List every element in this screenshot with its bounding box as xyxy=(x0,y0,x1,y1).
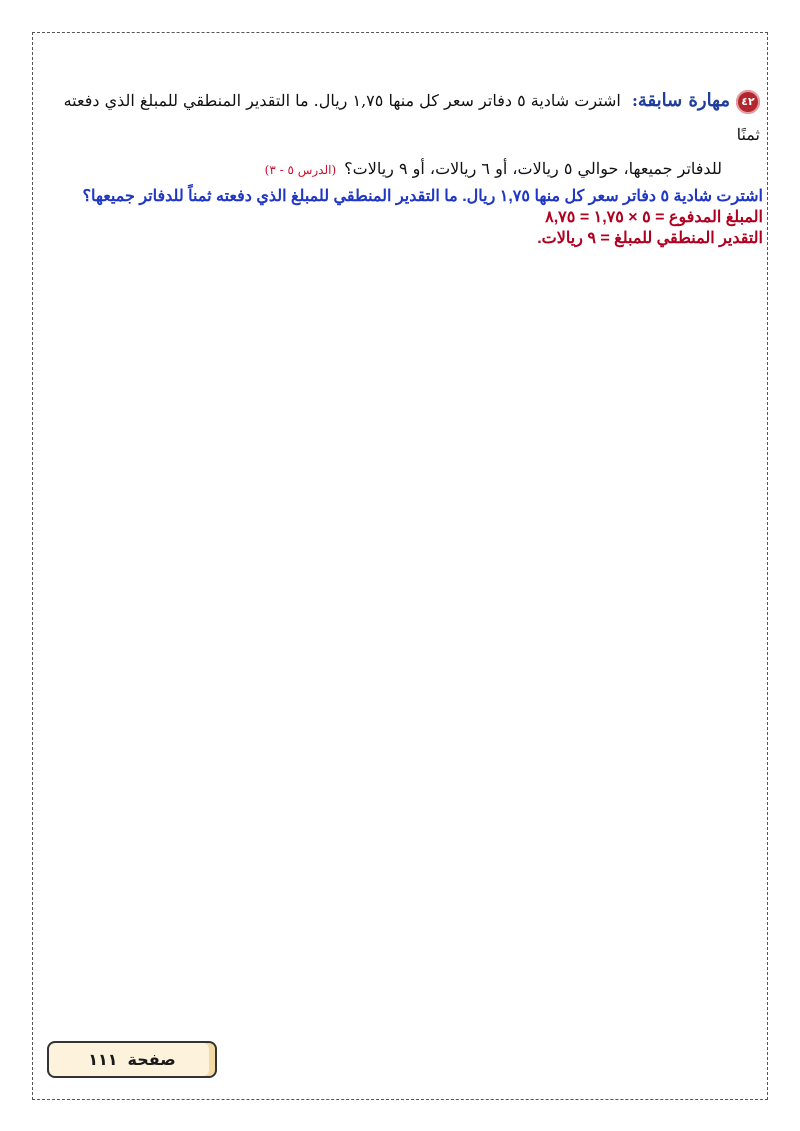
answer-block xyxy=(47,186,763,249)
question-line-1 xyxy=(64,91,760,144)
skill-label: مهارة سابقة xyxy=(637,90,730,111)
lesson-reference: (الدرس ٥ - ٣) xyxy=(264,163,337,177)
answer-restated-question: اشترت شادية ٥ دفاتر سعر كل منها ١,٧٥ ريال. ما التقدير المنطقي للمبلغ الذي دفعته ثمناً للدفاتر جميعها؟ xyxy=(82,188,763,205)
question-block xyxy=(55,84,760,187)
page-word: صفحة xyxy=(127,1050,176,1069)
question-text-line-2: للدفاتر جميعها، حوالي ٥ ريالات، أو ٦ ريالات، أو ٩ ريالات؟ xyxy=(344,159,722,178)
page-number: ١١١ xyxy=(88,1050,118,1069)
question-line-2 xyxy=(55,152,760,187)
question-number-badge: ٤٢ xyxy=(736,90,760,114)
skill-colon: : xyxy=(631,91,638,110)
answer-estimate: التقدير المنطقي للمبلغ = ٩ ريالات. xyxy=(537,230,763,247)
question-text-line-1: اشترت شادية ٥ دفاتر سعر كل منها ١,٧٥ ريال. ما التقدير المنطقي للمبلغ الذي دفعته ثمنًا xyxy=(63,91,760,144)
answer-calculation: المبلغ المدفوع = ٥ × ١,٧٥ = ٨,٧٥ xyxy=(545,209,763,226)
page-number-tag xyxy=(47,1041,217,1078)
